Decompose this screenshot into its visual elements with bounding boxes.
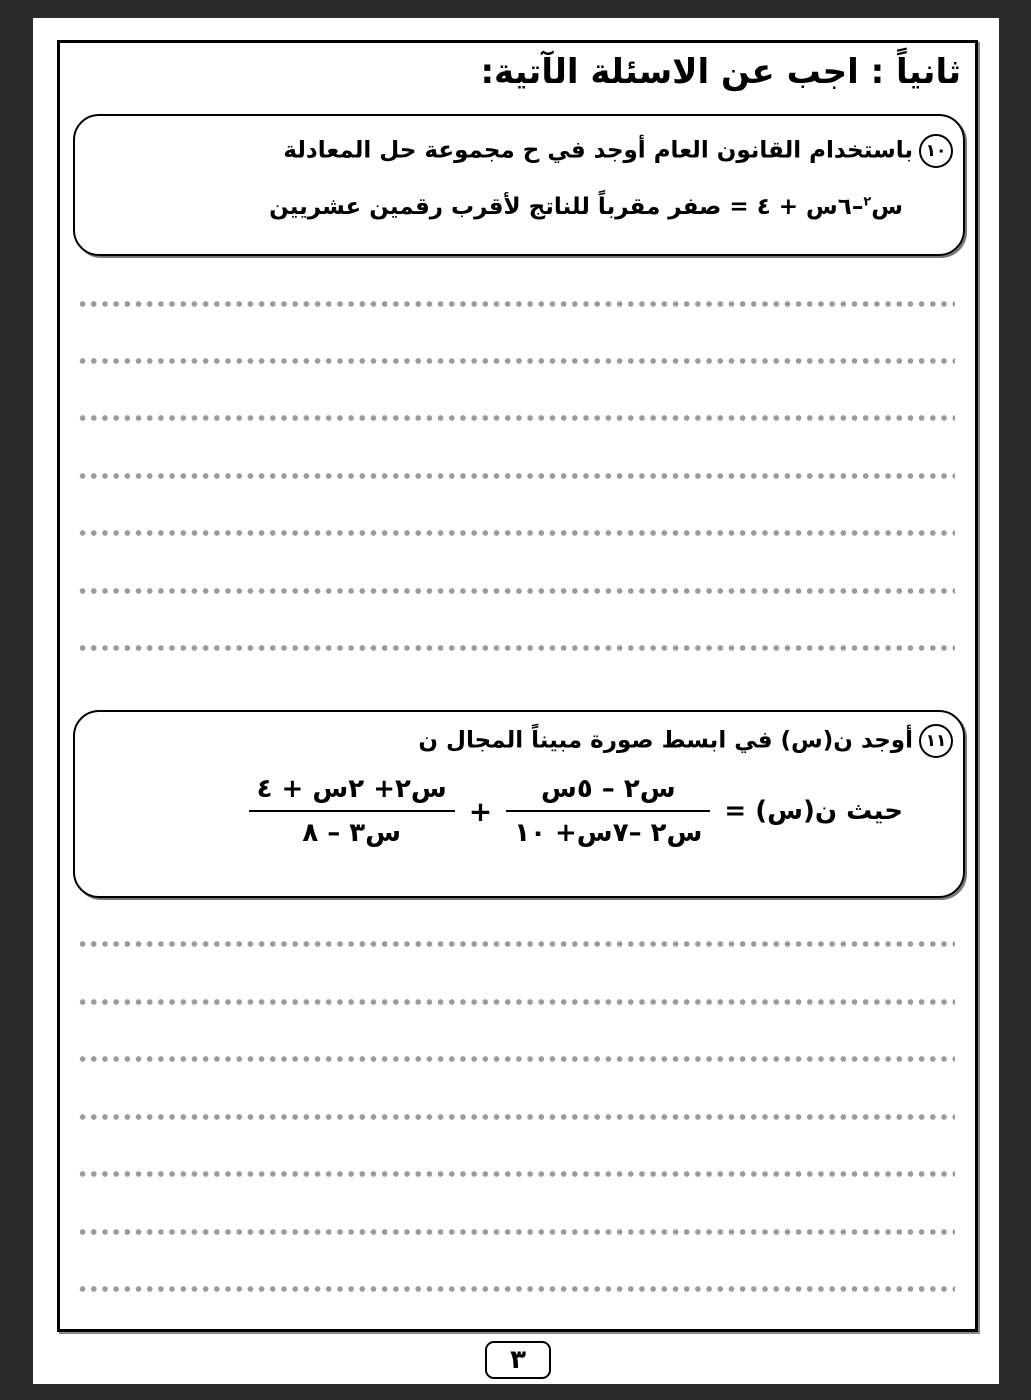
question-11-line-1 [418,724,953,758]
fraction-1-denominator: س٢ –٧س+ ١٠ [514,818,703,848]
answer-line[interactable] [77,301,955,307]
answer-line[interactable] [77,1114,955,1120]
fraction-bar [249,810,455,812]
answer-line[interactable] [77,999,955,1005]
question-number-badge: ١١ [919,724,953,758]
function-label: حيث ن(س) = [724,796,903,826]
answer-line[interactable] [77,358,955,364]
fraction-2 [249,774,455,848]
answer-line[interactable] [77,645,955,651]
fraction-1-numerator: س٢ – ٥س [540,774,676,804]
answer-line[interactable] [77,415,955,421]
fraction-1 [506,774,710,848]
answer-line[interactable] [77,1286,955,1292]
fraction-bar [506,810,710,812]
question-11-text: أوجد ن(س) في ابسط صورة مبيناً المجال ن [418,727,913,754]
answer-line[interactable] [77,588,955,594]
question-number-badge: ١٠ [919,134,953,168]
question-10-text: باستخدام القانون العام أوجد في ح مجموعة حل المعادلة [283,137,913,164]
answer-line[interactable] [77,1056,955,1062]
page-number: ٣ [485,1341,551,1379]
answer-line[interactable] [77,941,955,947]
answer-line[interactable] [77,1229,955,1235]
answer-line[interactable] [77,1171,955,1177]
function-equation [249,774,903,848]
fraction-2-denominator: س٣ – ٨ [302,818,402,848]
equation-exponent: ٢ [863,194,872,210]
question-10-line-1 [283,134,953,168]
question-10-box [73,114,965,256]
question-10-line-2 [269,194,903,220]
fraction-2-numerator: س٢+ ٢س + ٤ [256,774,447,804]
section-title: ثانياً : اجب عن الاسئلة الآتية: [480,52,961,92]
equation-text: –٦س + ٤ = صفر مقرباً للناتج لأقرب رقمين عشريين [269,194,864,220]
equation-variable: س [871,194,903,220]
answer-line[interactable] [77,530,955,536]
question-11-box [73,710,965,898]
worksheet-page [33,18,999,1384]
answer-line[interactable] [77,473,955,479]
plus-operator: + [468,794,493,828]
